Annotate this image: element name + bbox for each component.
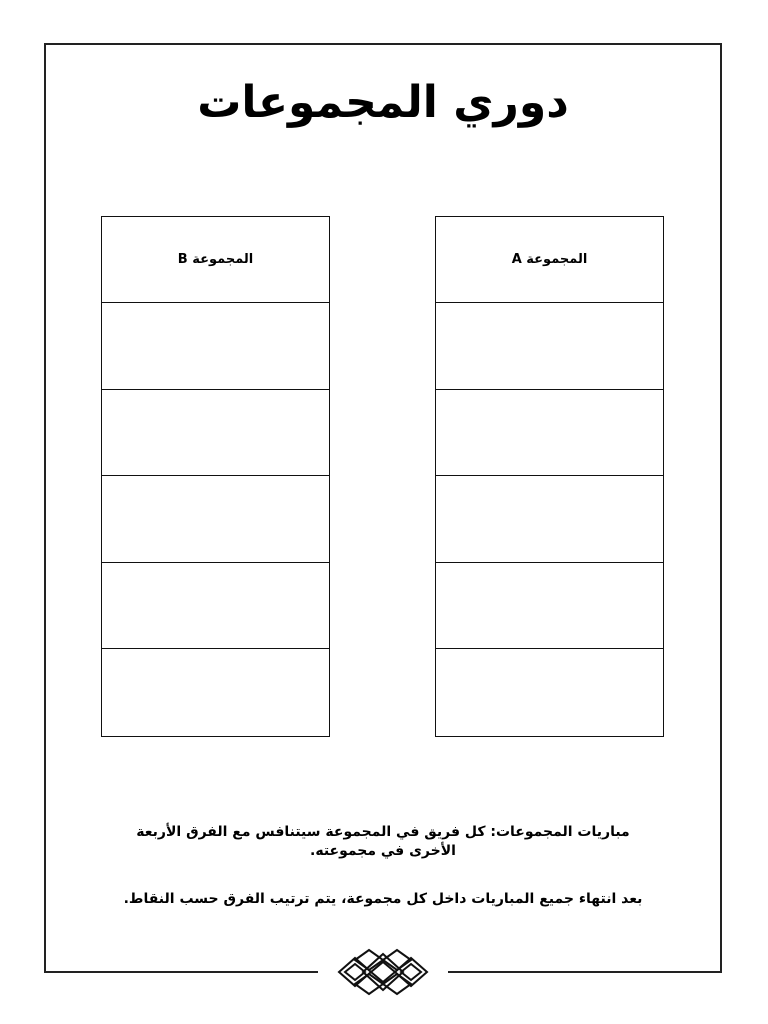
group-a-row-1[interactable] <box>436 303 663 390</box>
rule-ranking: بعد انتهاء جميع المباريات داخل كل مجموعة، يتم ترتيب الفرق حسب النقاط. <box>123 891 643 907</box>
group-a-table <box>435 216 664 737</box>
group-b-row-5[interactable] <box>102 649 329 736</box>
diamond-ornament-icon <box>335 946 431 998</box>
group-b-table <box>101 216 330 737</box>
group-b-row-4[interactable] <box>102 563 329 650</box>
group-b-row-3[interactable] <box>102 476 329 563</box>
group-b-header: المجموعة B <box>102 217 329 303</box>
group-a-header: المجموعة A <box>436 217 663 303</box>
group-a-row-4[interactable] <box>436 563 663 650</box>
group-b-row-1[interactable] <box>102 303 329 390</box>
rule-group-matches: مباريات المجموعات: كل فريق في المجموعة سيتنافس مع الفرق الأربعة الأخرى في مجموعته. <box>136 824 630 859</box>
group-b-row-2[interactable] <box>102 390 329 477</box>
page-title: دوري المجموعات <box>197 77 569 128</box>
group-a-row-2[interactable] <box>436 390 663 477</box>
group-a-row-3[interactable] <box>436 476 663 563</box>
group-a-row-5[interactable] <box>436 649 663 736</box>
